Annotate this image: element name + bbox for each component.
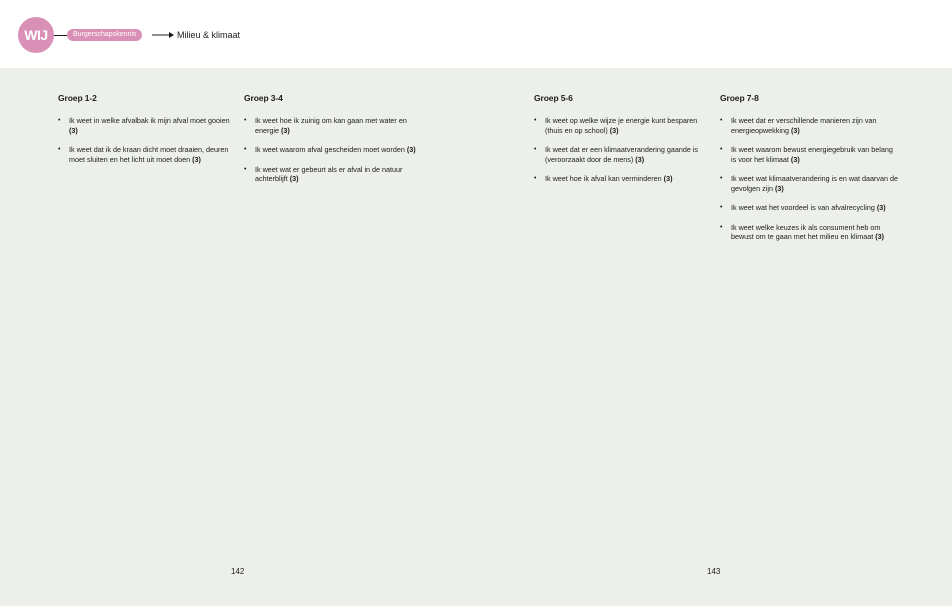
goal-level: (3) xyxy=(69,125,78,135)
column-title: Groep 1-2 xyxy=(58,93,97,103)
bullet-icon: • xyxy=(58,146,61,153)
goal-item xyxy=(720,116,898,135)
goal-item xyxy=(534,116,712,135)
goal-item xyxy=(244,116,422,135)
goal-level: (3) xyxy=(406,145,416,154)
goal-list xyxy=(244,116,422,184)
goal-text: Ik weet wat klimaatverandering is en wat daarvan de gevolgen zijn xyxy=(731,174,898,193)
bullet-icon: • xyxy=(720,175,723,182)
goal-level: (3) xyxy=(609,125,619,135)
bullet-icon: • xyxy=(244,146,247,153)
goal-level: (3) xyxy=(876,203,886,212)
goal-text: Ik weet dat er verschillende manieren zijn van energieopwekking xyxy=(731,116,877,135)
goal-text: Ik weet welke keuzes ik als consument heb om bewust om te gaan met het milieu en klimaat xyxy=(731,222,881,241)
goal-level: (3) xyxy=(774,183,784,193)
goal-list xyxy=(58,116,236,164)
goal-text: Ik weet in welke afvalbak ik mijn afval moet gooien xyxy=(69,116,230,125)
goal-text: Ik weet hoe ik zuinig om kan gaan met water en energie xyxy=(255,116,407,135)
arrow-right-icon xyxy=(152,31,174,39)
goal-text: Ik weet wat het voordeel is van afvalrecycling xyxy=(731,203,875,212)
goal-level: (3) xyxy=(790,125,800,135)
goal-level: (3) xyxy=(635,154,645,164)
goal-text: Ik weet dat er een klimaatverandering gaande is (veroorzaakt door de mens) xyxy=(545,145,699,164)
wij-logo: WIJ xyxy=(18,17,54,53)
goal-item xyxy=(58,145,236,164)
goal-item xyxy=(534,145,712,164)
goal-text: Ik weet waarom bewust energiegebruik van belang is voor het klimaat xyxy=(731,145,893,164)
header-bar xyxy=(0,0,952,68)
goal-level: (3) xyxy=(289,174,299,183)
category-tag: Burgerschapskennis xyxy=(67,29,142,41)
connector-line xyxy=(54,35,67,36)
topic-title: Milieu & klimaat xyxy=(177,30,241,40)
bullet-icon: • xyxy=(720,117,723,124)
column-groep-5-6 xyxy=(534,93,712,194)
bullet-icon: • xyxy=(244,117,247,124)
page-number-right: 143 xyxy=(707,567,721,576)
goal-level: (3) xyxy=(790,154,800,164)
goal-text: Ik weet dat ik de kraan dicht moet draaien, deuren moet sluiten en het licht uit moet doen xyxy=(69,145,229,164)
bullet-icon: • xyxy=(534,175,537,182)
goal-level: (3) xyxy=(280,125,290,135)
bullet-icon: • xyxy=(720,204,723,211)
goal-text: Ik weet wat er gebeurt als er afval in de natuur achterblijft xyxy=(255,164,403,183)
column-groep-7-8 xyxy=(720,93,898,252)
column-groep-3-4 xyxy=(244,93,422,194)
goal-level: (3) xyxy=(192,154,201,164)
column-groep-1-2 xyxy=(58,93,236,174)
column-title: Groep 3-4 xyxy=(244,93,283,103)
bullet-icon: • xyxy=(244,165,247,173)
goal-text: Ik weet op welke wijze je energie kunt besparen (thuis en op school) xyxy=(545,116,698,135)
goal-item xyxy=(58,116,236,135)
column-title: Groep 5-6 xyxy=(534,93,573,103)
goal-item xyxy=(720,203,898,213)
goal-item xyxy=(720,174,898,193)
bullet-icon: • xyxy=(720,223,723,231)
goal-level: (3) xyxy=(663,174,673,183)
bullet-icon: • xyxy=(720,146,723,153)
column-title: Groep 7-8 xyxy=(720,93,759,103)
bullet-icon: • xyxy=(58,117,61,124)
bullet-icon: • xyxy=(534,117,537,124)
goal-item xyxy=(534,174,712,184)
goal-item xyxy=(244,165,422,184)
goal-item xyxy=(720,223,898,242)
page-number-left: 142 xyxy=(231,567,245,576)
goal-item xyxy=(720,145,898,164)
goal-text: Ik weet waarom afval gescheiden moet worden xyxy=(255,145,405,154)
goal-list xyxy=(534,116,712,184)
goal-level: (3) xyxy=(875,232,885,241)
goal-text: Ik weet hoe ik afval kan verminderen xyxy=(545,174,662,183)
goal-item xyxy=(244,145,422,155)
bullet-icon: • xyxy=(534,146,537,153)
goal-list xyxy=(720,116,898,242)
